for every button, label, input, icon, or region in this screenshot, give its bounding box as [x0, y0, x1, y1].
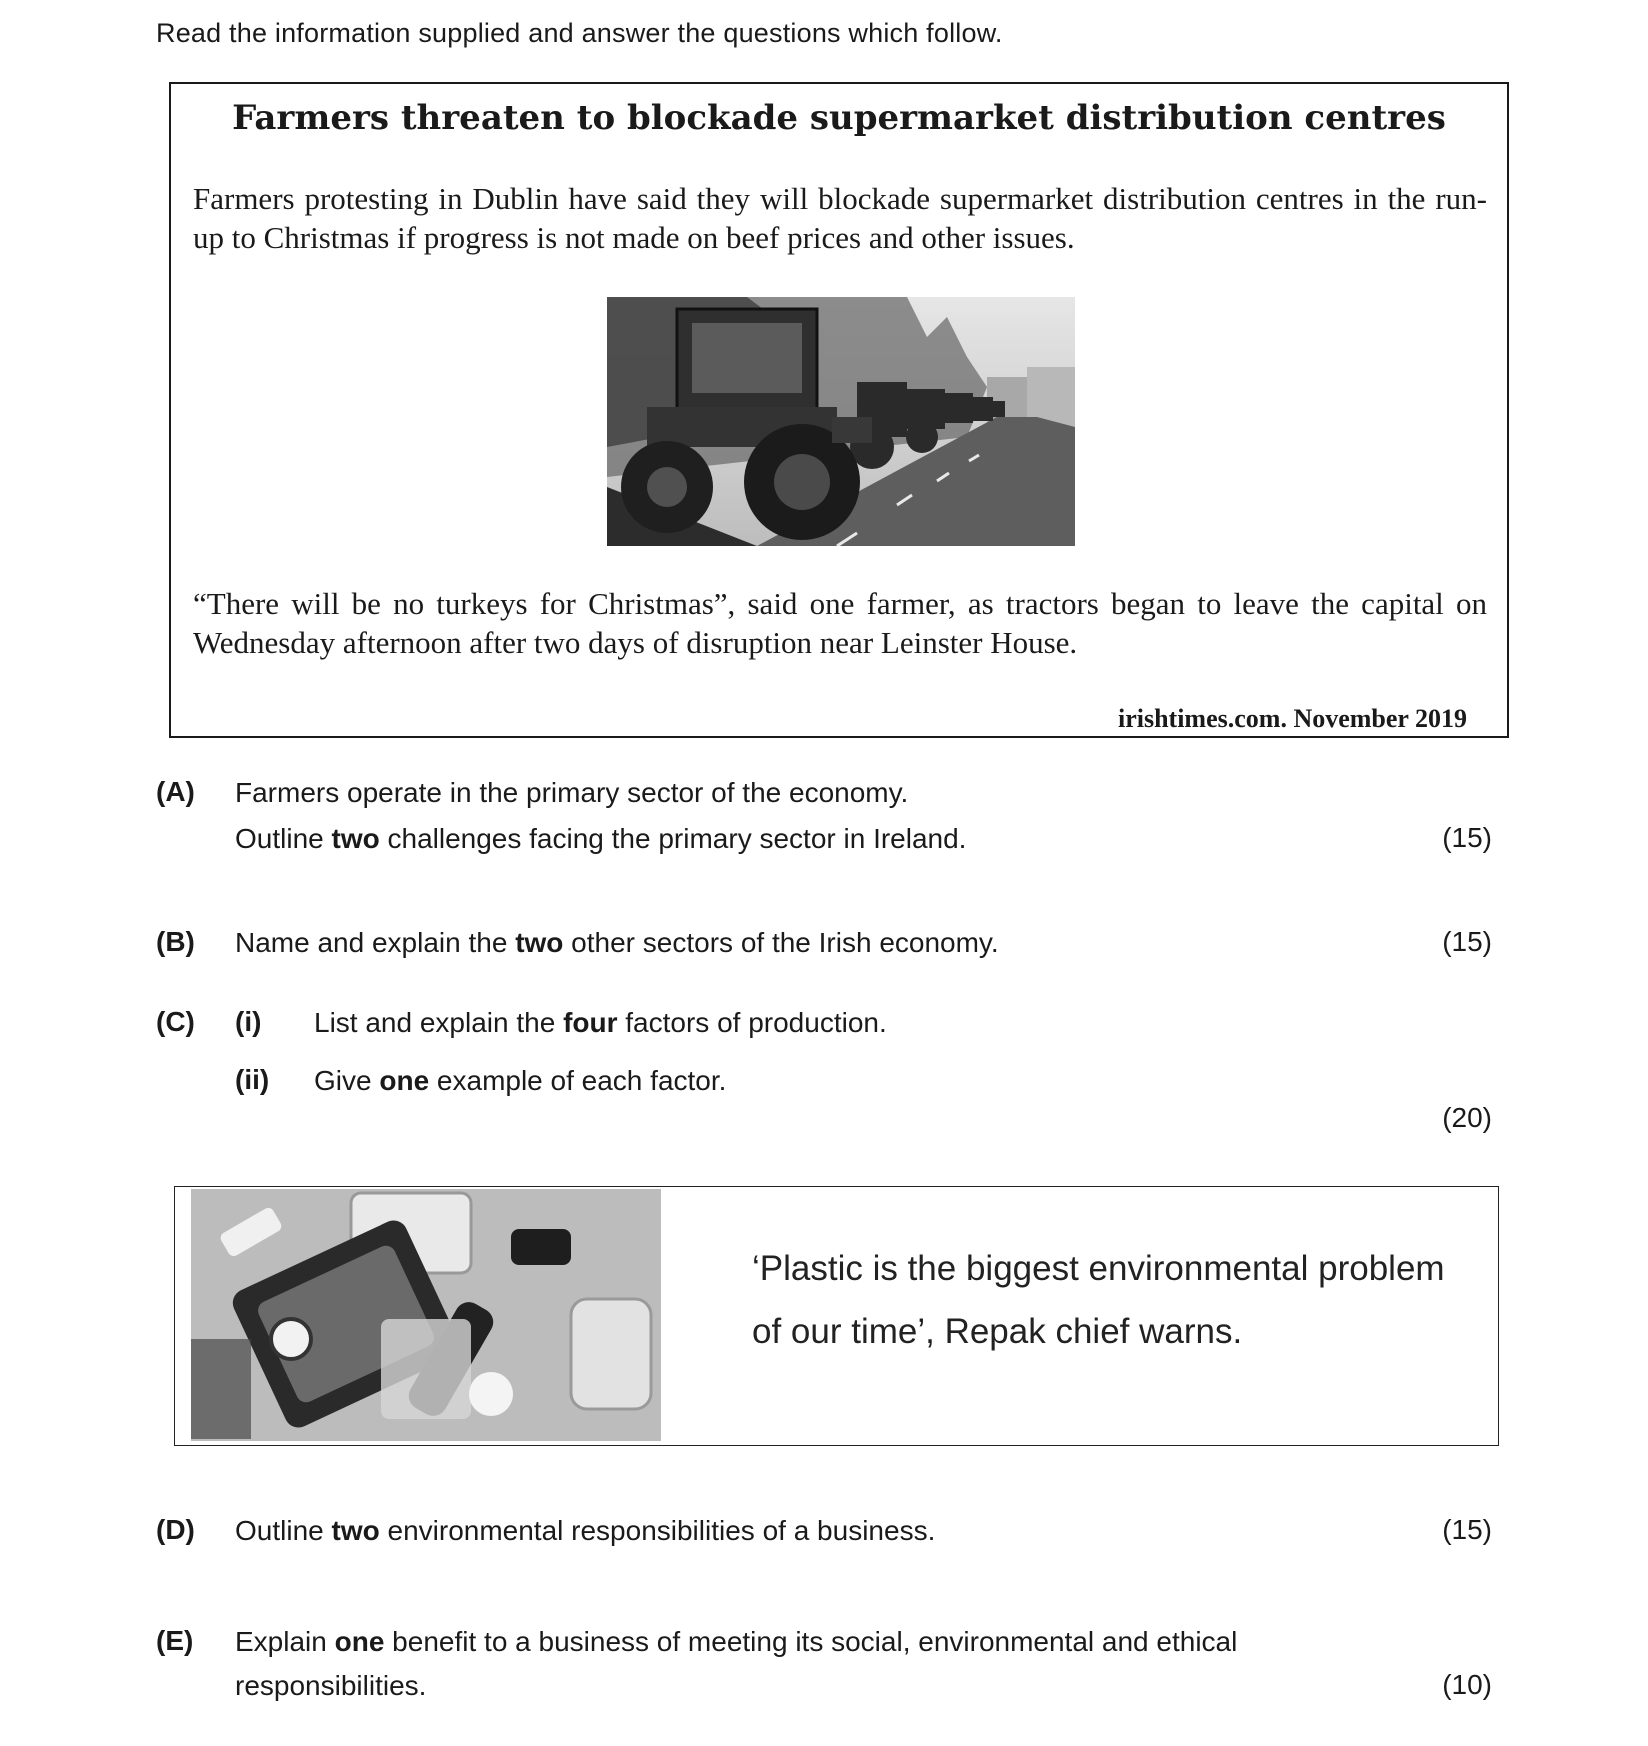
intro-text: Read the information supplied and answer the questions which follow.: [156, 18, 1003, 48]
question-c-label: (C): [156, 1006, 195, 1037]
question-e-line2: responsibilities.: [235, 1670, 427, 1701]
tractors-photo: [607, 297, 1075, 546]
question-a-line2: Outline two challenges facing the primary sector in Ireland.: [235, 823, 967, 854]
question-a-line1: Farmers operate in the primary sector of the economy.: [235, 777, 909, 808]
question-c-i-label: (i): [235, 1006, 262, 1037]
article-source: irishtimes.com. November 2019: [1117, 704, 1467, 733]
plastic-quote-text: ‘Plastic is the biggest environmental problem of our time’, Repak chief warns.: [752, 1249, 1445, 1351]
question-c-ii-text: Give one example of each factor.: [314, 1065, 727, 1096]
question-c-ii-label: (ii): [235, 1064, 270, 1095]
question-c-marks: (20): [1442, 1102, 1492, 1133]
question-b-label: (B): [156, 926, 195, 957]
question-a-marks: (15): [1442, 822, 1492, 853]
plastic-waste-photo: [191, 1189, 661, 1441]
plastic-quote-box: [174, 1186, 1499, 1446]
question-c-i-text: List and explain the four factors of production.: [314, 1007, 887, 1038]
article-lead-paragraph: Farmers protesting in Dublin have said they will blockade supermarket distribution centres in the run-up to Christmas if progress is not made on beef prices and other issues.: [193, 181, 1487, 255]
question-e-marks: (10): [1442, 1669, 1492, 1700]
question-a-label: (A): [156, 776, 195, 807]
question-d-text: Outline two environmental responsibilities of a business.: [235, 1515, 936, 1546]
question-e-label: (E): [156, 1625, 194, 1656]
question-d-marks: (15): [1442, 1514, 1492, 1545]
article-quote-paragraph: “There will be no turkeys for Christmas”, said one farmer, as tractors began to leave the capital on Wednesday afternoon after two days of disruption near Leinster House.: [193, 586, 1487, 660]
question-b-text: Name and explain the two other sectors of the Irish economy.: [235, 927, 999, 958]
news-article-box: [169, 82, 1509, 738]
question-b-marks: (15): [1442, 926, 1492, 957]
article-headline: Farmers threaten to blockade supermarket distribution centres: [232, 98, 1446, 138]
question-d-label: (D): [156, 1514, 195, 1545]
question-e-line1: Explain one benefit to a business of meeting its social, environmental and ethical: [235, 1626, 1238, 1657]
